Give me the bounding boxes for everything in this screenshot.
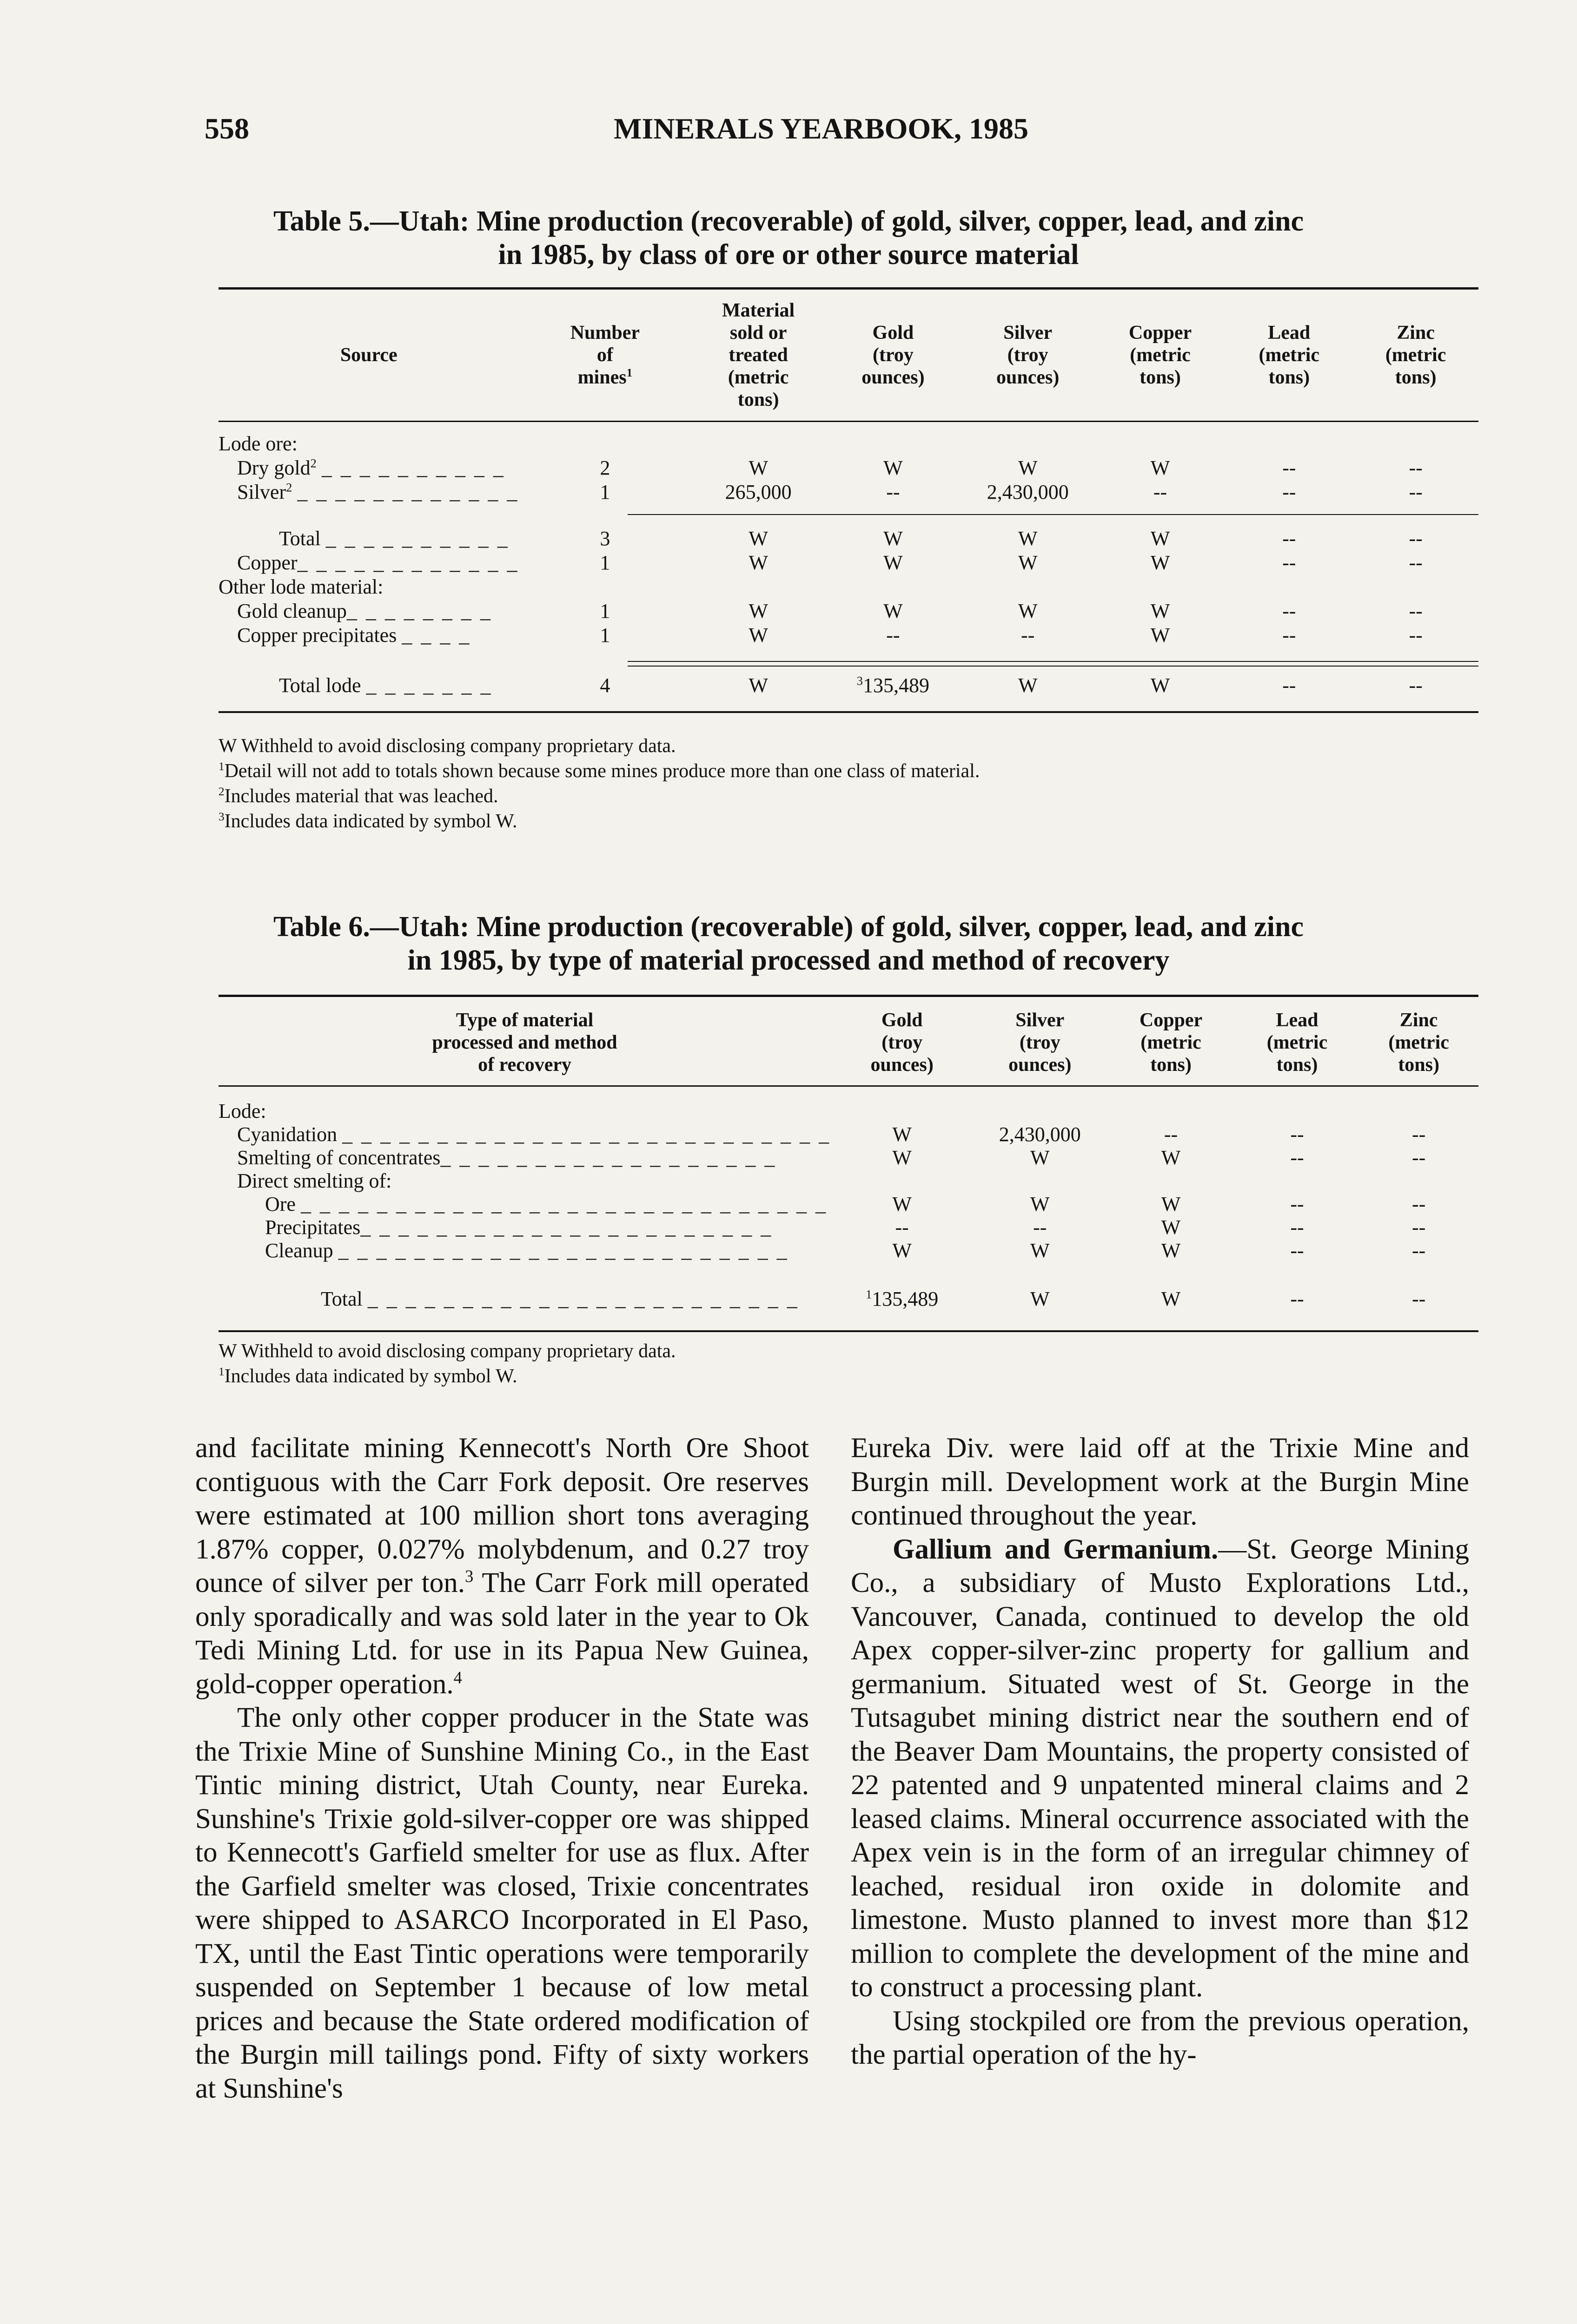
table6-title-line1: Table 6.—Utah: Mine production (recoverable) of gold, silver, copper, lead, and zinc (273, 911, 1304, 943)
table5 (219, 292, 1478, 697)
fn-mark: 1 (219, 760, 225, 773)
leader-dots: _ _ _ _ _ _ _ _ _ _ _ _ _ _ _ _ _ _ _ _ _ _ _ _ (338, 1239, 789, 1262)
t6-h-silver-3: ounces) (1008, 1054, 1072, 1076)
table-row (219, 504, 1478, 550)
t6-h-lead-3: tons) (1276, 1054, 1318, 1076)
cell: -- (1282, 551, 1296, 574)
cell: 2,430,000 (987, 481, 1069, 503)
cell: W (892, 1239, 912, 1262)
row-label-sup: 2 (286, 480, 292, 495)
t6-h-silver-2: (troy (1019, 1032, 1060, 1053)
left-paragraph-2: The only other copper producer in the State was the Trixie Mine of Sunshine Mining Co., in the East Tintic mining district, Utah County, near Eureka. Sunshine's Trixie gold-silver-copper ore was shipped to Kennecott's Garfield smelter for use as flux. After the Garfield smelter was closed, Trixie concentrates were shipped to ASARCO Incorporated in El Paso, TX, until the East Tintic operations were temporarily suspended on September 1 because of low metal prices and because the State ordered modification of the Burgin mill tailings pond. Fifty of sixty workers at Sunshine's (195, 1702, 809, 2104)
cell: 1 (600, 624, 610, 647)
table6-title-line2: in 1985, by type of material processed and method of recovery (407, 944, 1170, 976)
row-label (219, 1123, 831, 1146)
t5-h-gold-3: ounces) (861, 367, 925, 388)
table6-bottom-rule (219, 1330, 1478, 1332)
table-row (219, 1262, 1478, 1311)
cell: -- (1033, 1216, 1047, 1239)
leader-dots: _ _ _ _ _ _ _ _ _ _ _ _ _ _ _ _ _ _ (440, 1146, 777, 1169)
row-label (219, 1193, 831, 1216)
t5-header-source: Source (340, 344, 398, 366)
leader-dots: _ _ _ _ _ _ _ _ _ _ _ _ (297, 551, 519, 574)
row-label-text: Total (279, 527, 321, 550)
t6-header-lead (1235, 999, 1359, 1086)
t5-header-copper (1095, 292, 1226, 418)
t5-h-zinc-1: Zinc (1397, 322, 1435, 343)
cell: -- (1411, 1123, 1426, 1146)
cell: W (883, 527, 903, 550)
cell: W (1161, 1193, 1181, 1215)
right-paragraph-2 (851, 1533, 1469, 2005)
t5-h-mines-1: Number (570, 322, 640, 343)
t5-h-mat-1: Material (722, 300, 795, 321)
cell: -- (1409, 456, 1423, 479)
cell: W (1018, 456, 1038, 479)
row-label (219, 623, 519, 647)
table-row (219, 550, 1478, 574)
t5-footnote-w: W Withheld to avoid disclosing company proprietary data. (219, 735, 676, 757)
t5-h-copper-2: (metric (1130, 344, 1191, 366)
row-label-text: Total (321, 1287, 363, 1310)
cell: W (1030, 1193, 1050, 1215)
cell: -- (1282, 624, 1296, 647)
t6-h-gold-2: (troy (881, 1032, 923, 1053)
row-label-text: Cyanidation (237, 1123, 338, 1146)
cell: W (1018, 600, 1038, 622)
t5-h-mines-3 (519, 366, 691, 389)
row-label-text: Total lode (279, 674, 361, 697)
t5-header-zinc (1353, 292, 1478, 418)
running-head: MINERALS YEARBOOK, 1985 (614, 112, 1028, 145)
t6-h-copper-1: Copper (1139, 1010, 1203, 1031)
row-label-text: Silver (237, 481, 286, 503)
cell: -- (1290, 1193, 1304, 1215)
cell: -- (1282, 527, 1296, 550)
t5-h-silver-3: ounces) (996, 367, 1060, 388)
t5-total-rule-b (628, 666, 1478, 667)
cell: -- (1411, 1287, 1426, 1310)
cell: -- (1290, 1287, 1304, 1310)
t6-h-gold-3: ounces) (870, 1054, 934, 1076)
t6-h-gold-1: Gold (881, 1010, 923, 1031)
table-row (219, 623, 1478, 647)
t6-h-copper-2: (metric (1140, 1032, 1201, 1053)
cell: W (892, 1123, 912, 1146)
t5-h-mat-4: (metric (728, 367, 789, 388)
cell-sup: 3 (856, 673, 863, 688)
t5-h-silver-2: (troy (1007, 344, 1048, 366)
cell: W (883, 551, 903, 574)
row-label-text: Smelting of concentrates (237, 1146, 441, 1169)
cell: 265,000 (725, 481, 792, 503)
table6-footnotes (219, 1339, 676, 1389)
fn-text: Includes material that was leached. (224, 786, 498, 807)
row-label-text: Copper (237, 551, 298, 574)
t5-header-mines (519, 292, 691, 418)
cell: W (892, 1146, 912, 1169)
cell (826, 647, 961, 697)
row-label (219, 550, 519, 574)
text: and facilitate mining Kennecott's North Ore Shoot contiguous with the Carr Fork deposit. Ore reserves were estimated at 100 million short tons averaging 1.87% copper, 0.027% molybdenum, and 0.27 troy ounce of silver per ton. (195, 1433, 809, 1598)
t5-h-mat-2: sold or (729, 322, 787, 343)
fn-text: Detail will not add to totals shown because some mines produce more than one class of material. (224, 760, 980, 782)
row-label-text: Copper precipitates (237, 624, 397, 647)
cell: -- (1021, 624, 1035, 647)
table5-top-rule (219, 287, 1478, 290)
t5-total-rule-a (628, 661, 1478, 662)
table-row (219, 1193, 1478, 1216)
leader-dots: _ _ _ _ _ _ _ _ _ _ _ _ _ _ _ _ _ _ _ _ _ _ _ _ _ _ (342, 1123, 831, 1146)
t6-header-type (219, 999, 831, 1086)
cell: W (749, 551, 768, 574)
t5-footnote-3 (219, 809, 980, 834)
table5-title-line1: Table 5.—Utah: Mine production (recoverable) of gold, silver, copper, lead, and zinc (273, 205, 1304, 237)
body-column-right (851, 1432, 1469, 2072)
t5-section-other: Other lode material: (219, 575, 384, 598)
cell: -- (1282, 456, 1296, 479)
t6-h-zinc-1: Zinc (1399, 1010, 1438, 1031)
row-label-sup: 2 (310, 456, 317, 470)
cell: W (1150, 456, 1170, 479)
cell: W (1150, 624, 1170, 647)
table-row (219, 647, 1478, 697)
leader-dots: _ _ _ _ _ _ _ _ _ _ _ _ _ _ _ _ _ _ _ _ _ _ _ _ _ _ _ _ (300, 1193, 828, 1215)
cell: -- (1153, 481, 1167, 503)
t5-header-material (691, 292, 826, 418)
cell: W (1018, 551, 1038, 574)
t5-footnote-1 (219, 759, 980, 784)
cell: -- (1411, 1239, 1426, 1262)
table-row (219, 1239, 1478, 1262)
t6-footnote-1 (219, 1364, 676, 1389)
cell: 1 (600, 551, 610, 574)
t5-h-lead-1: Lead (1268, 322, 1311, 343)
t5-h-mat-3: treated (729, 344, 788, 366)
cell: 4 (600, 674, 610, 697)
t5-h-lead-2: (metric (1259, 344, 1320, 366)
cell: -- (1290, 1239, 1304, 1262)
t6-h-silver-1: Silver (1015, 1010, 1065, 1031)
table-row (219, 1123, 1478, 1146)
cell (831, 1262, 973, 1311)
row-label (219, 480, 519, 504)
table-row (219, 456, 1478, 480)
t6-h-lead-2: (metric (1266, 1032, 1328, 1053)
cell-text: 135,489 (872, 1287, 939, 1310)
cell: W (1161, 1216, 1181, 1239)
t5-h-zinc-2: (metric (1385, 344, 1446, 366)
leader-dots: _ _ _ _ (402, 624, 471, 647)
cell: -- (1282, 600, 1296, 622)
fn-mark: 1 (219, 1366, 225, 1378)
fn-mark: 2 (219, 786, 225, 798)
cell: -- (1409, 624, 1423, 647)
cell: -- (1290, 1123, 1304, 1146)
cell: W (1030, 1146, 1050, 1169)
row-label-text: Gold cleanup (237, 600, 347, 622)
ref-mark: 3 (464, 1566, 474, 1586)
row-label-text: Dry gold (237, 456, 311, 479)
fn-mark: 3 (219, 811, 225, 823)
cell: -- (886, 624, 900, 647)
cell-sup: 1 (866, 1287, 872, 1301)
t5-h-mat-5: tons) (737, 389, 779, 410)
cell: -- (1282, 481, 1296, 503)
cell: 2 (600, 456, 610, 479)
t6-footnote-w: W Withheld to avoid disclosing company proprietary data. (219, 1340, 676, 1362)
table-row (219, 1216, 1478, 1239)
body-column-left (195, 1432, 809, 2106)
row-label (219, 1146, 831, 1169)
row-label-text: Ore (265, 1193, 296, 1215)
cell: -- (1411, 1216, 1426, 1239)
t6-h-zinc-2: (metric (1388, 1032, 1449, 1053)
t6-section-lode: Lode: (219, 1100, 266, 1122)
t6-header-zinc (1359, 999, 1478, 1086)
leader-dots: _ _ _ _ _ _ _ _ _ _ _ _ _ _ _ _ _ _ _ _ _ _ _ (367, 1287, 799, 1310)
ref-mark: 4 (453, 1668, 462, 1687)
t5-h-gold-2: (troy (872, 344, 914, 366)
cell: W (1018, 527, 1038, 550)
cell: W (749, 674, 768, 697)
cell: W (883, 456, 903, 479)
cell: -- (895, 1216, 909, 1239)
cell: -- (1409, 674, 1423, 697)
table-row (219, 1146, 1478, 1169)
t6-h-lead-1: Lead (1276, 1010, 1319, 1031)
cell: -- (1409, 551, 1423, 574)
t5-h-mines-3-text: mines (577, 367, 627, 388)
t5-h-silver-1: Silver (1003, 322, 1053, 343)
row-label-text: Cleanup (265, 1239, 333, 1262)
cell: W (749, 600, 768, 622)
t5-h-zinc-3: tons) (1395, 367, 1437, 388)
right-paragraph-1: Eureka Div. were laid off at the Trixie Mine and Burgin mill. Development work at the Burgin Mine continued throughout the year. (851, 1433, 1469, 1531)
t5-h-copper-3: tons) (1140, 367, 1181, 388)
cell: W (883, 600, 903, 622)
table-row (219, 480, 1478, 504)
cell: -- (1409, 481, 1423, 503)
row-label (219, 504, 519, 550)
t6-h-type-1: Type of material (456, 1010, 594, 1031)
cell: -- (1409, 527, 1423, 550)
t5-section-lode: Lode ore: (219, 432, 298, 455)
leader-dots: _ _ _ _ _ _ _ _ (346, 600, 492, 622)
fn-text: Includes data indicated by symbol W. (224, 1366, 517, 1387)
row-label (219, 647, 519, 697)
t6-header-copper (1107, 999, 1235, 1086)
text: —St. George Mining Co., a subsidiary of Musto Explorations Ltd., Vancouver, Canada, continued to develop the old Apex copper-silver-zinc property for gallium and germanium. Situated west of St. George in the Tutsagubet mining district near the southern end of the Beaver Dam Mountains, the property consisted of 22 patented and 9 unpatented mineral claims and 2 leased claims. Mineral occurrence associated with the Apex vein is in the form of an irregular chimney of leached, residual iron oxide in dolomite and limestone. Musto planned to invest more than $12 million to complete the development of the mine and to construct a processing plant. (851, 1533, 1470, 2003)
cell: -- (1290, 1146, 1304, 1169)
cell: W (1161, 1287, 1181, 1310)
cell: W (1150, 551, 1170, 574)
cell-text: 135,489 (863, 674, 929, 697)
t6-header-gold (831, 999, 973, 1086)
table-row (219, 599, 1478, 623)
cell: 2,430,000 (999, 1123, 1081, 1146)
cell: 1 (600, 600, 610, 622)
row-label (219, 1239, 831, 1262)
cell: 1 (600, 481, 610, 503)
cell: -- (1164, 1123, 1178, 1146)
cell: W (1018, 674, 1038, 697)
t6-section-direct: Direct smelting of: (237, 1169, 392, 1192)
cell: W (1030, 1287, 1050, 1310)
table6 (219, 999, 1478, 1311)
t5-h-lead-3: tons) (1268, 367, 1310, 388)
row-label (219, 1216, 831, 1239)
t5-h-copper-1: Copper (1128, 322, 1192, 343)
cell: 3 (600, 527, 610, 550)
cell: W (1161, 1146, 1181, 1169)
t5-header-gold (826, 292, 961, 418)
cell: W (1161, 1239, 1181, 1262)
cell: W (749, 456, 768, 479)
leader-dots: _ _ _ _ _ _ _ (366, 674, 493, 697)
t5-h-mines-sup: 1 (626, 367, 633, 379)
table6-top-rule (219, 995, 1478, 997)
t5-h-mines-2: of (596, 344, 613, 366)
table5-bottom-rule (219, 711, 1478, 713)
t5-header-lead (1225, 292, 1353, 418)
cell: W (749, 527, 768, 550)
t6-header-silver (973, 999, 1107, 1086)
row-label (219, 1262, 831, 1311)
row-label-text: Precipitates (265, 1216, 361, 1239)
t6-h-type-2: processed and method (432, 1032, 617, 1053)
leader-dots: _ _ _ _ _ _ _ _ _ _ _ _ _ _ _ _ _ _ _ _ _ _ (360, 1216, 773, 1239)
cell: W (749, 624, 768, 647)
text: The Carr Fork mill operated only sporadically and was sold later in the year to Ok Tedi Mining Ltd. for use in its Papua New Guinea, gold-copper operation. (195, 1567, 809, 1700)
right-paragraph-3: Using stockpiled ore from the previous operation, the partial operation of the hy- (851, 2005, 1469, 2070)
cell: -- (1411, 1193, 1426, 1215)
row-label (219, 599, 519, 623)
t6-h-type-3: of recovery (478, 1054, 572, 1076)
cell: -- (1282, 674, 1296, 697)
leader-dots: _ _ _ _ _ _ _ _ _ _ (321, 456, 505, 479)
cell: W (1150, 600, 1170, 622)
cell: W (1030, 1239, 1050, 1262)
cell: -- (1411, 1146, 1426, 1169)
leader-dots: _ _ _ _ _ _ _ _ _ _ _ _ (297, 481, 519, 503)
cell: W (1150, 527, 1170, 550)
t5-header-silver (961, 292, 1095, 418)
t6-h-zinc-3: tons) (1398, 1054, 1439, 1076)
row-label (219, 456, 519, 480)
page-number: 558 (205, 112, 249, 145)
cell: -- (1290, 1216, 1304, 1239)
cell: -- (886, 481, 900, 503)
t5-h-gold-1: Gold (872, 322, 914, 343)
table5-footnotes (219, 733, 980, 834)
t5-footnote-2 (219, 784, 980, 809)
section-heading: Gallium and Germanium. (893, 1533, 1219, 1565)
cell: W (892, 1193, 912, 1215)
left-paragraph-1 (195, 1432, 809, 1701)
t6-h-copper-3: tons) (1150, 1054, 1192, 1076)
leader-dots: _ _ _ _ _ _ _ _ _ _ (325, 527, 510, 550)
t5-subtotal-rule (628, 514, 1478, 515)
cell: -- (1409, 600, 1423, 622)
cell: W (1150, 674, 1170, 697)
table5-title-line2: in 1985, by class of ore or other source material (498, 239, 1079, 271)
fn-text: Includes data indicated by symbol W. (224, 811, 517, 832)
